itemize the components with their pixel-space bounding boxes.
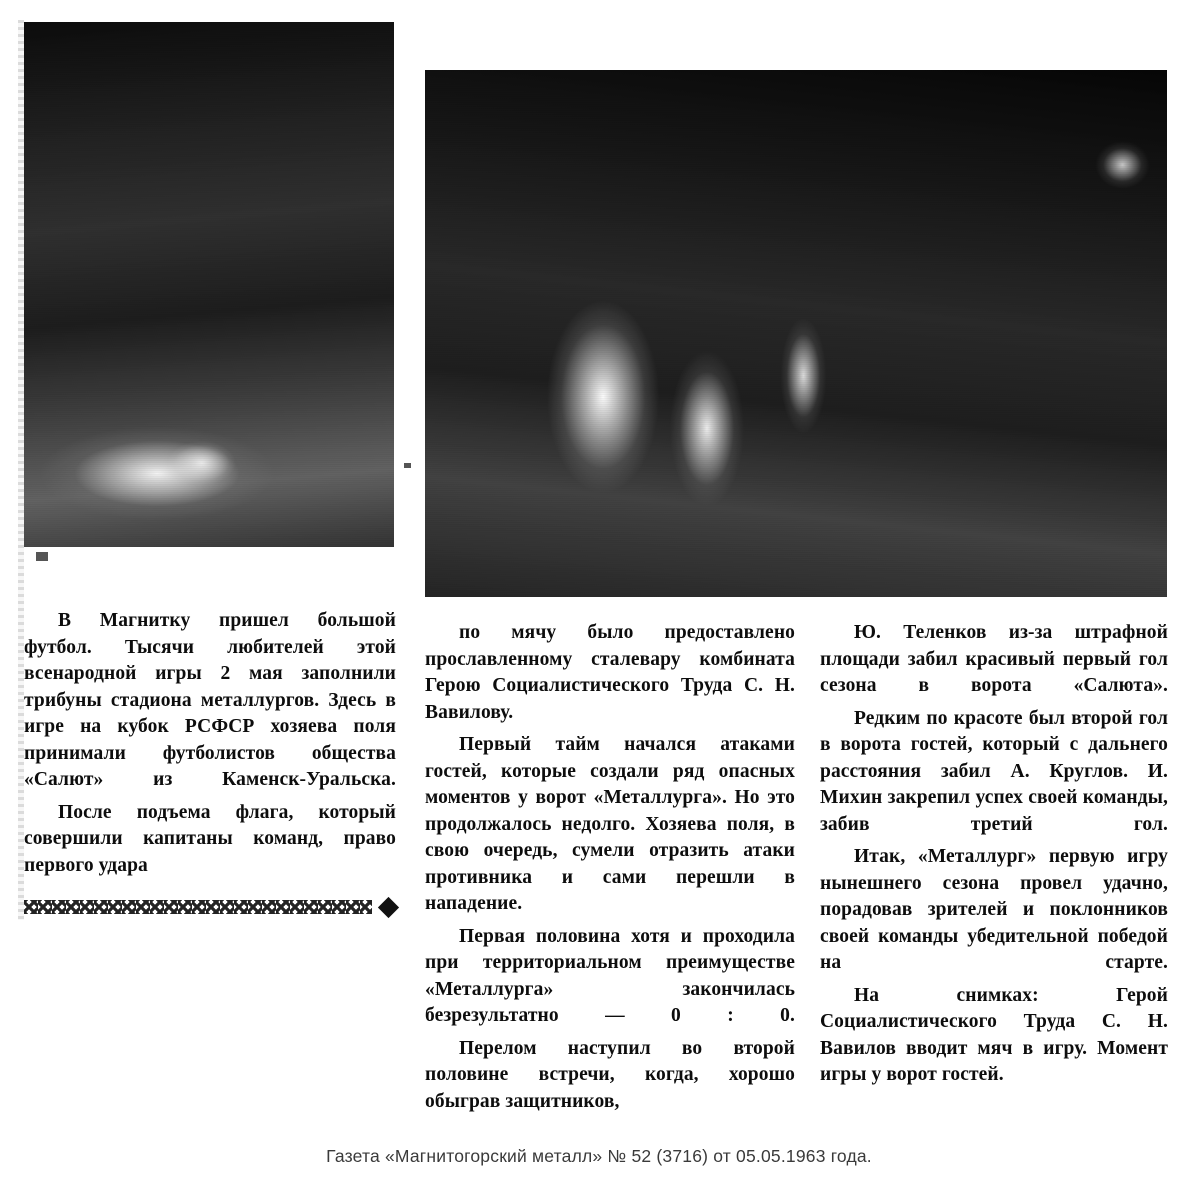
diamond-ornament [378,896,399,917]
paragraph: Ю. Теленков из-за штрафной площади забил красивый первый гол сезона в ворота «Салюта». [820,622,1168,696]
paragraph: В Магнитку пришел большой футбол. Тысячи любителей этой всенародной игры 2 мая заполнили трибуны стадиона металлургов. Здесь в игре на кубок РСФСР хозяева поля принимали футболистов общества «Салют» из Каменск-Уральска. [24,610,396,790]
paragraph: Перелом наступил во второй половине встречи, когда, хорошо обыграв защитников, [425,1037,795,1112]
zigzag-divider [24,895,396,919]
paragraph: Первый тайм начался атаками гостей, которые создали ряд опасных моментов у ворот «Металлурга». Но это продолжалось недолго. Хозяева поля, в свою очередь, сумели отразить атаки противника и сами перешли в нападение. [425,734,795,914]
photo-match-moment [425,70,1167,597]
paragraph: Итак, «Металлург» первую игру нынешнего сезона провел удачно, порадовав зрителей и поклонников своей команды убедительной победой на старте. [820,846,1168,973]
zigzag-line [24,900,372,914]
photo-grain-overlay [425,70,1167,597]
paragraph: Редким по красоте был второй гол в ворота гостей, который с дальнего расстояния забил А. Круглов. И. Михин закрепил успех своей команды, забив третий гол. [820,707,1168,835]
article-column-3 [820,620,1168,1095]
article-column-2 [425,620,795,1121]
paragraph: Первая половина хотя и проходила при территориальном преимуществе «Металлурга» закончилась безрезультатно — 0 : 0. [425,925,795,1026]
paragraph: На снимках: Герой Социалистического Труда С. Н. Вавилов вводит мяч в игру. Момент игры у ворот гостей. [820,984,1168,1085]
article-column-1 [24,608,396,885]
paragraph: по мячу было предоставлено прославленному сталевару комбината Герою Социалистического Труда С. Н. Вавилову. [425,622,795,723]
paragraph: После подъема флага, который совершили капитаны команд, право первого удара [24,801,396,876]
scan-speck [404,463,411,468]
scan-speck [36,552,48,561]
source-caption: Газета «Магнитогорский металл» № 52 (3716) от 05.05.1963 года. [326,1146,872,1166]
photo-kickoff [24,22,394,547]
photo-grain-overlay [24,22,394,547]
